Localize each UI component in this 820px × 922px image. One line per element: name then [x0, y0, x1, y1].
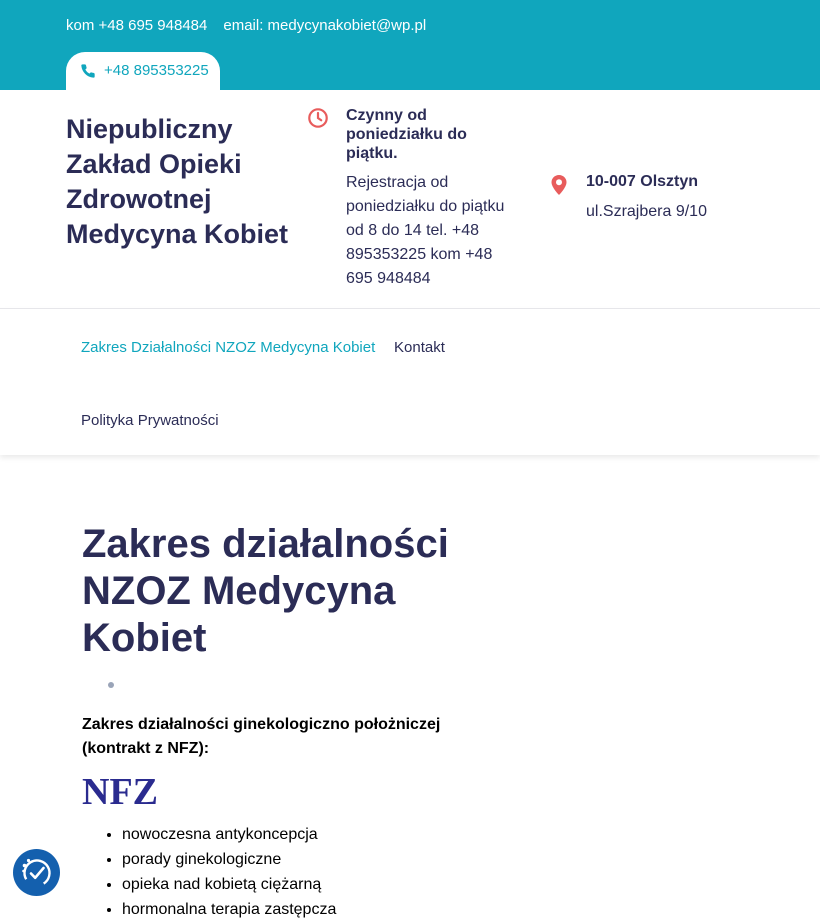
- phone-button[interactable]: [66, 52, 220, 90]
- bullet-dot: [108, 682, 114, 688]
- nav-item-zakres-dzialalnosci[interactable]: Zakres Działalności NZOZ Medycyna Kobiet: [81, 339, 376, 356]
- list-item: • porady ginekologiczne: [122, 847, 336, 872]
- section-subtitle: Zakres działalności ginekologiczno położniczej (kontrakt z NFZ):: [82, 716, 441, 757]
- top-contact-bar: [0, 0, 820, 90]
- list-item: • hormonalna terapia zastępcza: [122, 897, 336, 922]
- list-item: • opieka nad kobietą ciężarną: [122, 872, 336, 897]
- nfz-logo-text: NFZ: [82, 772, 158, 808]
- opening-hours-text: Rejestracja od poniedziałku do piątku od 8 do 14 tel. +48 895353225 kom +48 695 948484: [346, 174, 505, 287]
- accessibility-check-icon: [20, 856, 53, 889]
- map-pin-icon: [550, 174, 568, 196]
- top-email-text[interactable]: email: medycynakobiet@wp.pl: [223, 17, 427, 34]
- phone-button-label: +48 895353225: [104, 62, 209, 79]
- accessibility-button[interactable]: [13, 849, 60, 896]
- nfz-logo: [82, 772, 160, 808]
- nav-item-kontakt[interactable]: Kontakt: [394, 339, 445, 356]
- clock-icon: [307, 107, 329, 129]
- phone-icon: [80, 63, 96, 79]
- services-list: [82, 822, 336, 922]
- site-brand[interactable]: Niepubliczny Zakład Opieki Zdrowotnej Medycyna Kobiet: [66, 114, 289, 249]
- nav-item-polityka-prywatnosci[interactable]: Polityka Prywatności: [81, 412, 219, 429]
- address-title: 10-007 Olsztyn: [586, 173, 699, 190]
- top-contact-info: [66, 17, 426, 34]
- list-item: • nowoczesna antykoncepcja: [122, 822, 336, 847]
- opening-hours-title: Czynny od poniedziałku do piątku.: [346, 107, 467, 162]
- main-navigation: [0, 308, 820, 455]
- top-phone-text[interactable]: kom +48 695 948484: [66, 17, 208, 34]
- page-title: Zakres działalności NZOZ Medycyna Kobiet: [82, 522, 449, 660]
- address-text: ul.Szrajbera 9/10: [586, 203, 707, 220]
